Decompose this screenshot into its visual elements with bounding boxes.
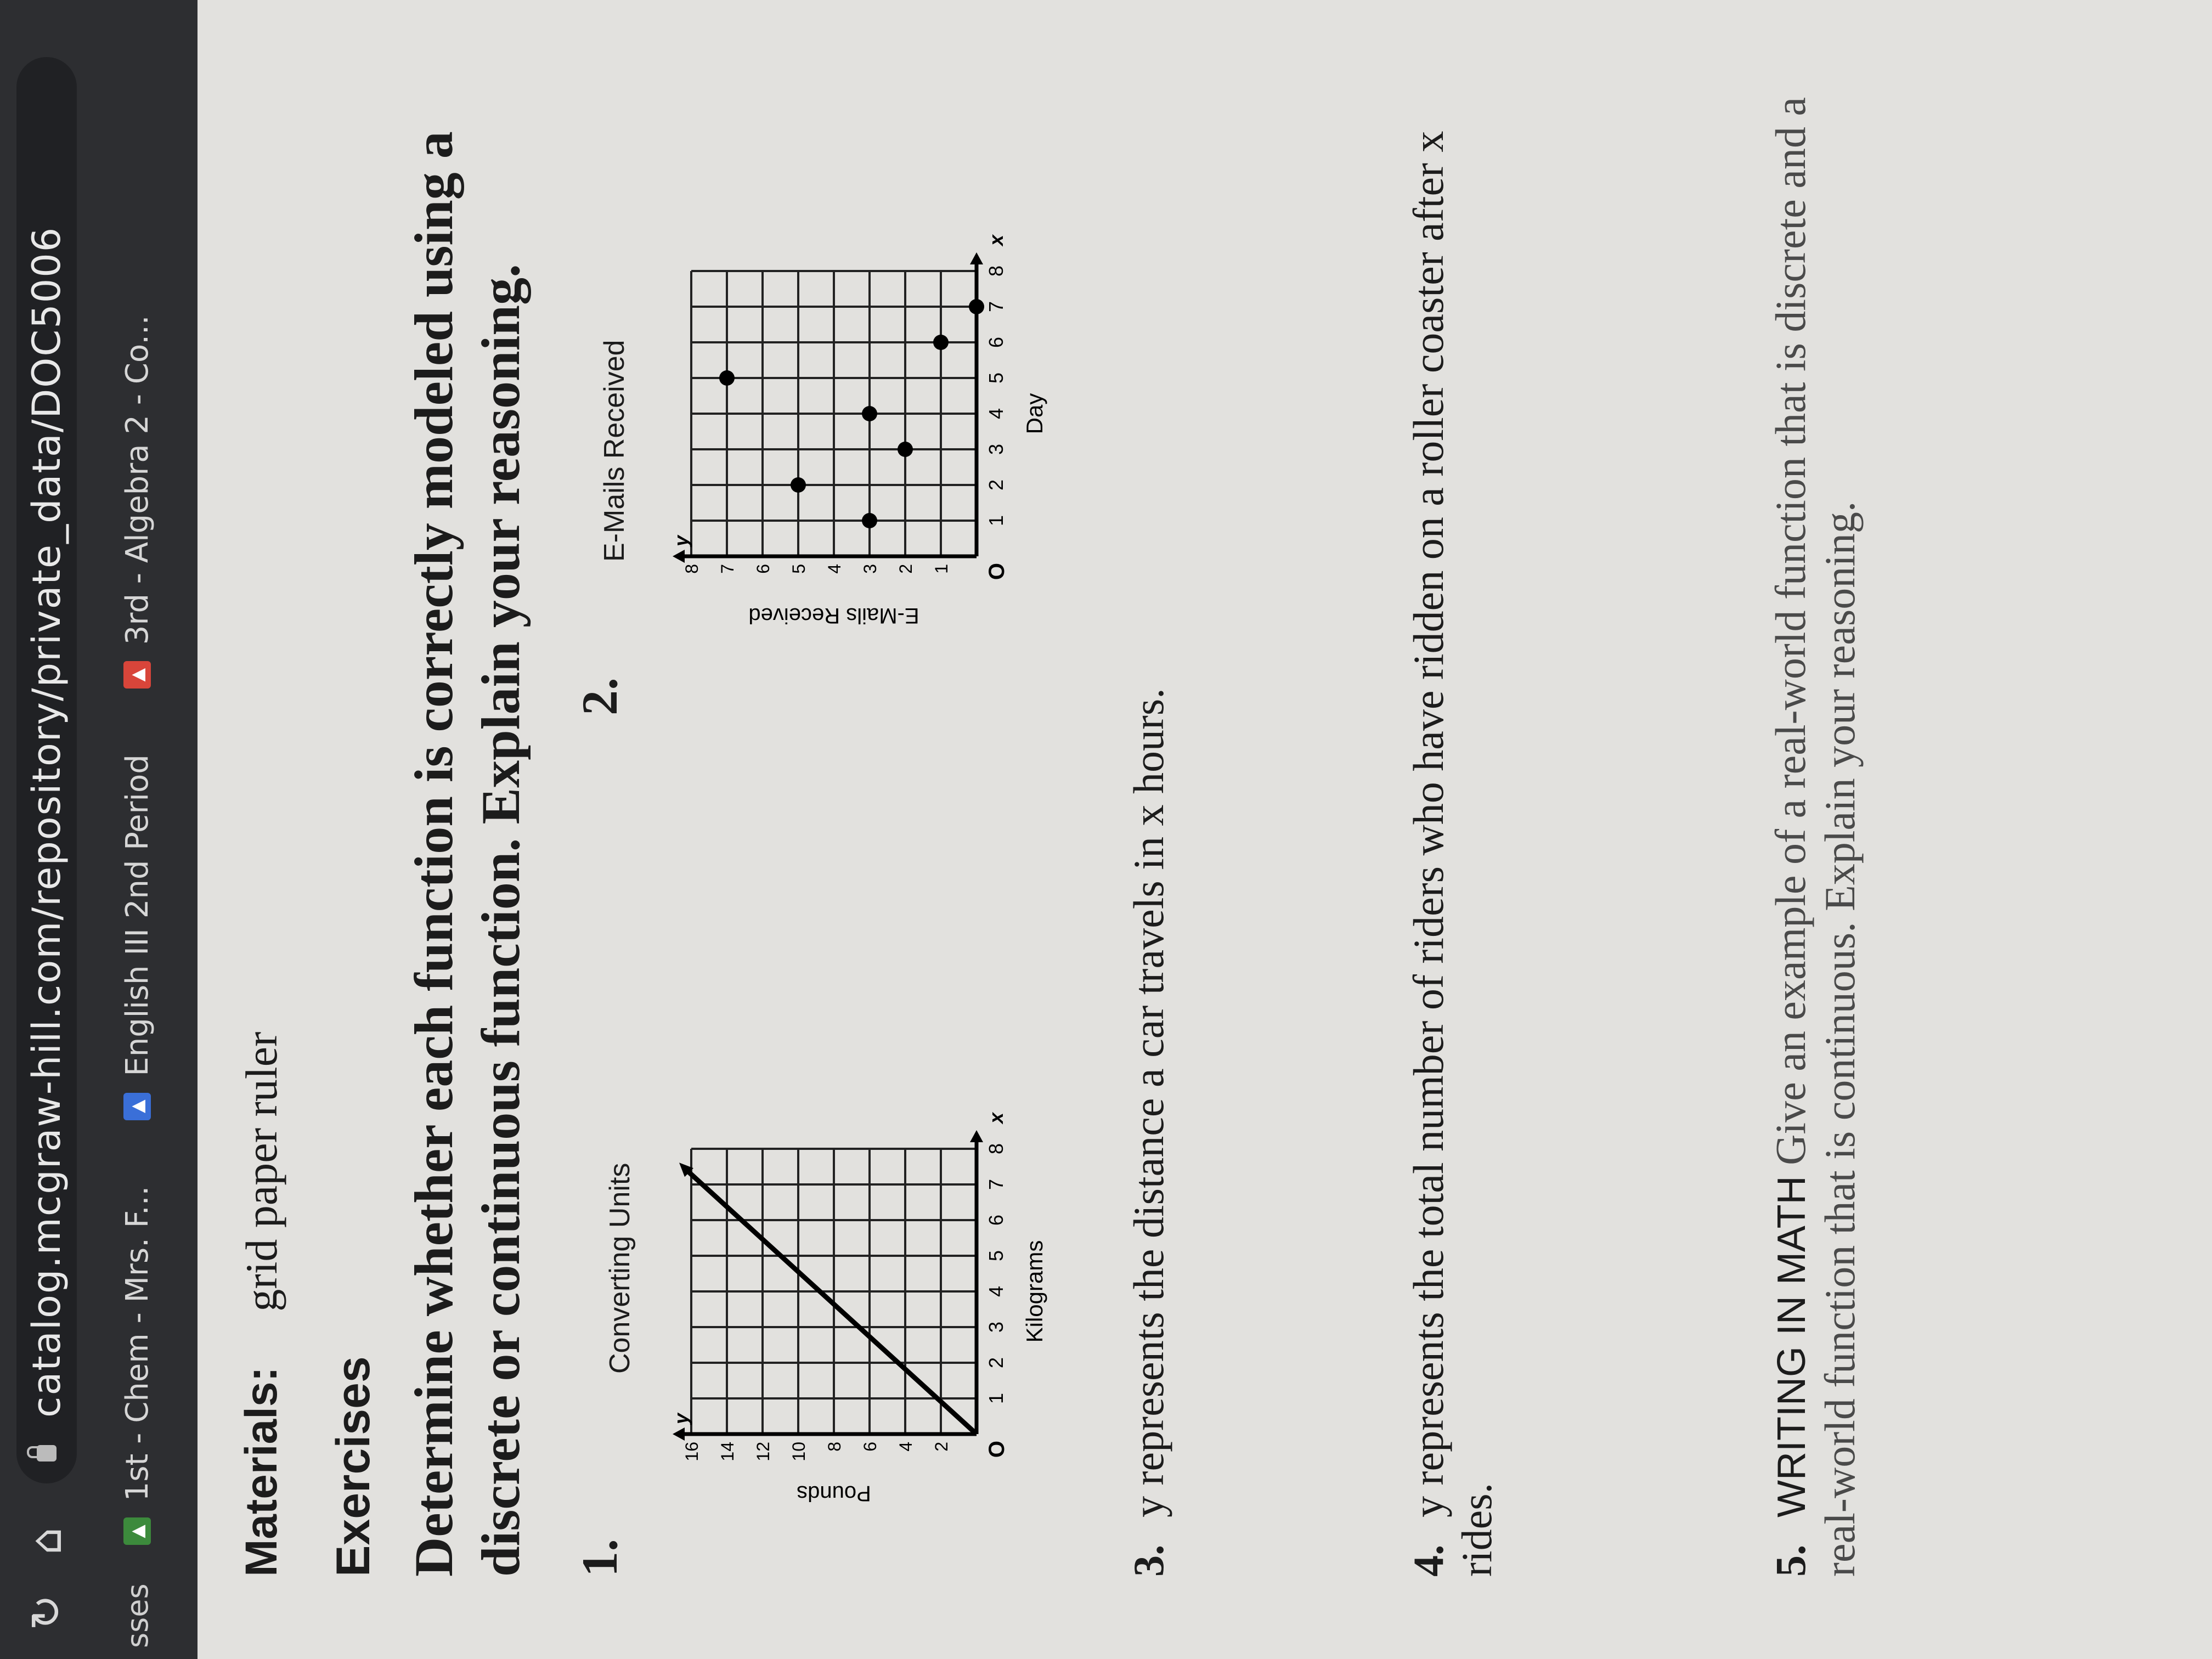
origin-label: O [985, 563, 1009, 580]
x-tick-label: 5 [985, 1250, 1007, 1262]
exercise-4-text: y represents the total number of riders who have ridden on a roller coaster after x rides. [1404, 131, 1500, 1577]
materials-value: grid paper ruler [236, 1031, 286, 1312]
x-tick-label: 2 [985, 1357, 1007, 1369]
plot-area [670, 1111, 1047, 1505]
x-tick-label: 5 [985, 372, 1007, 384]
exercise-4-number: 4. [1404, 1544, 1452, 1577]
y-tick-label: 14 [718, 1442, 737, 1462]
browser-chrome [0, 0, 198, 1659]
y-tick-label: 8 [825, 1442, 844, 1452]
data-point [933, 335, 949, 350]
bookmark-label: 3rd - Algebra 2 - Co... [119, 315, 155, 645]
x-tick-label: 6 [985, 336, 1007, 348]
series-line [687, 1170, 977, 1434]
y-axis-title: E-Mails Received [748, 603, 919, 628]
y-axis-letter: y [670, 535, 692, 546]
exercise-4 [1404, 52, 1501, 1577]
y-tick-label: 4 [825, 564, 844, 574]
exercise-2-number: 2. [572, 678, 628, 715]
x-tick-label: 8 [985, 265, 1007, 277]
graph-2-title: E-Mails Received [599, 340, 630, 562]
url-text[interactable]: catalog.mcgraw-hill.com/repository/private_data/DOC5006 [24, 226, 69, 1418]
x-tick-label: 3 [985, 1321, 1007, 1333]
bookmark-english[interactable] [120, 754, 155, 1120]
graph-1 [669, 1099, 1086, 1516]
y-tick-label: 5 [789, 564, 809, 574]
x-tick-label: 7 [985, 301, 1007, 313]
exercise-5-text: Give an example of a real-world function that is discrete and a real-world function that is continuous. Explain your reasoning. [1767, 97, 1864, 1577]
exercise-3 [1125, 688, 1173, 1577]
writing-in-math-label: WRITING IN MATH [1770, 1176, 1814, 1517]
y-tick-label: 4 [896, 1442, 916, 1452]
data-point [862, 513, 877, 528]
origin-label: O [985, 1441, 1009, 1458]
y-axis-letter: y [670, 1413, 692, 1424]
y-tick-label: 6 [860, 1442, 880, 1452]
graph-1-title: Converting Units [604, 1163, 636, 1374]
exercise-3-number: 3. [1125, 1544, 1172, 1577]
x-axis-letter: x [985, 234, 1007, 246]
y-tick-label: 12 [753, 1442, 773, 1462]
x-tick-label: 1 [985, 1392, 1007, 1404]
bookmark-label: English III 2nd Period [119, 754, 155, 1076]
x-tick-label: 7 [985, 1178, 1007, 1190]
y-tick-label: 8 [682, 564, 702, 574]
y-tick-label: 1 [932, 564, 951, 574]
address-bar[interactable] [16, 57, 77, 1483]
data-point [969, 299, 984, 314]
data-point [898, 442, 913, 457]
lock-icon [37, 1445, 57, 1462]
exercise-5-number: 5. [1767, 1544, 1814, 1577]
data-point [862, 406, 877, 421]
classroom-icon: ▲ [123, 1093, 151, 1120]
x-tick-label: 2 [985, 479, 1007, 491]
document-page [198, 0, 2212, 1659]
x-axis-title: Kilograms [1022, 1240, 1047, 1343]
instructions: Determine whether each function is correctly modeled using a discrete or continuous function. Explain your reasoning. [403, 131, 531, 1577]
x-axis-arrow [970, 252, 983, 264]
y-tick-label: 10 [789, 1442, 809, 1462]
bookmark-truncated[interactable]: sses [120, 1583, 155, 1648]
plot-area [670, 234, 1047, 628]
materials-label: Materials: [236, 1367, 286, 1577]
x-tick-label: 4 [985, 1285, 1007, 1297]
exercise-3-text: y represents the distance a car travels in x hours. [1125, 688, 1172, 1517]
y-axis-title: Pounds [797, 1481, 871, 1505]
classroom-icon: ▲ [123, 1517, 151, 1545]
y-tick-label: 2 [932, 1442, 951, 1452]
bookmark-chem[interactable] [120, 1186, 155, 1545]
y-axis-arrow [673, 1427, 685, 1441]
x-tick-label: 1 [985, 515, 1007, 527]
exercise-1-number: 1. [572, 1539, 628, 1577]
x-tick-label: 6 [985, 1214, 1007, 1226]
y-axis-arrow [673, 550, 685, 563]
graph-2 [669, 222, 1086, 639]
x-tick-label: 4 [985, 408, 1007, 420]
data-point [719, 370, 735, 386]
materials-line [236, 1032, 287, 1577]
x-tick-label: 8 [985, 1143, 1007, 1155]
x-axis-title: Day [1022, 393, 1047, 435]
y-tick-label: 2 [896, 564, 916, 574]
bookmark-algebra[interactable] [120, 315, 155, 689]
home-icon[interactable]: ⌂ [22, 1527, 71, 1555]
x-axis-letter: x [985, 1112, 1007, 1124]
data-point [791, 477, 806, 493]
y-tick-label: 7 [718, 564, 737, 574]
y-tick-label: 6 [753, 564, 773, 574]
x-tick-label: 3 [985, 443, 1007, 455]
exercise-5 [1767, 52, 1864, 1577]
y-tick-label: 16 [682, 1442, 702, 1462]
x-axis-arrow [970, 1130, 983, 1142]
bookmark-label: 1st - Chem - Mrs. F... [119, 1186, 155, 1502]
navigation-bar [0, 0, 93, 1659]
exercises-heading: Exercises [327, 1356, 380, 1577]
bookmarks-bar [99, 0, 176, 1659]
y-tick-label: 3 [860, 564, 880, 574]
reload-icon[interactable]: ↻ [22, 1594, 71, 1630]
classroom-icon: ▲ [123, 661, 151, 689]
